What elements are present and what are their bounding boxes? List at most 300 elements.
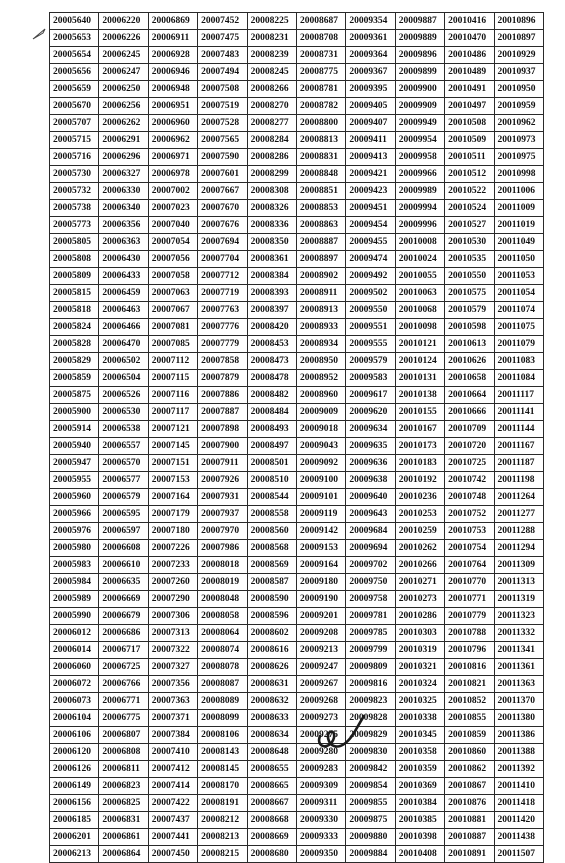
roll-number-cell: 20008266	[247, 81, 296, 98]
roll-number-cell: 20010398	[395, 829, 444, 846]
roll-number-cell: 20007063	[148, 285, 197, 302]
roll-number-cell: 20008245	[247, 64, 296, 81]
roll-number-cell: 20008813	[296, 132, 345, 149]
roll-number-cell: 20005955	[50, 472, 99, 489]
roll-number-cell: 20010816	[445, 659, 494, 676]
roll-number-cell: 20009208	[296, 625, 345, 642]
roll-number-cell: 20007879	[198, 370, 247, 387]
roll-number-cell: 20010324	[395, 676, 444, 693]
roll-number-cell: 20006978	[148, 166, 197, 183]
roll-number-cell: 20008680	[247, 846, 296, 863]
roll-number-cell: 20010748	[445, 489, 494, 506]
roll-number-cell: 20008633	[247, 710, 296, 727]
roll-number-cell: 20011319	[494, 591, 543, 608]
roll-number-cell: 20010491	[445, 81, 494, 98]
roll-number-cell: 20009758	[346, 591, 395, 608]
table-row	[50, 268, 544, 285]
roll-number-cell: 20007121	[148, 421, 197, 438]
roll-number-cell: 20010658	[445, 370, 494, 387]
roll-number-cell: 20010173	[395, 438, 444, 455]
roll-number-cell: 20006226	[99, 30, 148, 47]
roll-number-cell: 20009829	[346, 727, 395, 744]
roll-number-cell: 20008501	[247, 455, 296, 472]
roll-number-cell: 20008018	[198, 557, 247, 574]
roll-number-cell: 20007153	[148, 472, 197, 489]
roll-number-cell: 20010598	[445, 319, 494, 336]
roll-number-cell: 20010063	[395, 285, 444, 302]
roll-number-cell: 20010470	[445, 30, 494, 47]
roll-number-cell: 20010522	[445, 183, 494, 200]
roll-number-cell: 20011388	[494, 744, 543, 761]
roll-number-cell: 20009640	[346, 489, 395, 506]
roll-number-cell: 20011361	[494, 659, 543, 676]
roll-number-cell: 20010891	[445, 846, 494, 863]
roll-number-cell: 20006557	[99, 438, 148, 455]
roll-number-cell: 20006106	[50, 727, 99, 744]
roll-number-cell: 20009620	[346, 404, 395, 421]
roll-number-cell: 20010725	[445, 455, 494, 472]
roll-number-cell: 20010273	[395, 591, 444, 608]
roll-number-cell: 20006948	[148, 81, 197, 98]
roll-number-cell: 20010192	[395, 472, 444, 489]
roll-number-cell: 20011418	[494, 795, 543, 812]
roll-number-cell: 20007590	[198, 149, 247, 166]
roll-number-cell: 20008484	[247, 404, 296, 421]
roll-number-cell: 20010262	[395, 540, 444, 557]
roll-number-cell: 20010259	[395, 523, 444, 540]
roll-number-cell: 20011083	[494, 353, 543, 370]
roll-number-cell: 20005900	[50, 404, 99, 421]
roll-number-cell: 20010068	[395, 302, 444, 319]
roll-number-cell: 20006466	[99, 319, 148, 336]
roll-number-cell: 20009451	[346, 200, 395, 217]
roll-number-cell: 20009153	[296, 540, 345, 557]
roll-number-cell: 20007926	[198, 472, 247, 489]
roll-number-cell: 20009896	[395, 47, 444, 64]
roll-number-cell: 20009361	[346, 30, 395, 47]
roll-number-cell: 20009966	[395, 166, 444, 183]
roll-number-cell: 20008950	[296, 353, 345, 370]
roll-number-cell: 20007437	[148, 812, 197, 829]
table-row	[50, 404, 544, 421]
roll-number-cell: 20006962	[148, 132, 197, 149]
table-row	[50, 574, 544, 591]
roll-number-cell: 20008800	[296, 115, 345, 132]
roll-number-cell: 20008631	[247, 676, 296, 693]
roll-number-cell: 20010512	[445, 166, 494, 183]
roll-number-cell: 20008420	[247, 319, 296, 336]
roll-number-cell: 20009785	[346, 625, 395, 642]
roll-number-cell: 20007145	[148, 438, 197, 455]
roll-number-cell: 20006766	[99, 676, 148, 693]
table-row	[50, 115, 544, 132]
roll-number-cell: 20008453	[247, 336, 296, 353]
roll-number-cell: 20009909	[395, 98, 444, 115]
roll-number-cell: 20009887	[395, 13, 444, 30]
roll-number-cell: 20008099	[198, 710, 247, 727]
table-row	[50, 506, 544, 523]
roll-number-cell: 20009643	[346, 506, 395, 523]
table-row	[50, 727, 544, 744]
roll-number-cell: 20011141	[494, 404, 543, 421]
roll-number-cell: 20007081	[148, 319, 197, 336]
roll-number-cell: 20011277	[494, 506, 543, 523]
roll-number-cell: 20005732	[50, 183, 99, 200]
roll-number-cell: 20009823	[346, 693, 395, 710]
roll-number-cell: 20007441	[148, 829, 197, 846]
roll-number-cell: 20009694	[346, 540, 395, 557]
roll-number-cell: 20008299	[247, 166, 296, 183]
table-row	[50, 795, 544, 812]
table-row	[50, 659, 544, 676]
roll-number-cell: 20009502	[346, 285, 395, 302]
roll-number-cell: 20011294	[494, 540, 543, 557]
roll-number-cell: 20009413	[346, 149, 395, 166]
roll-number-cell: 20009180	[296, 574, 345, 591]
roll-number-cell: 20007887	[198, 404, 247, 421]
roll-number-cell: 20008781	[296, 81, 345, 98]
table-row	[50, 387, 544, 404]
roll-number-cell: 20010788	[445, 625, 494, 642]
roll-number-cell: 20008286	[247, 149, 296, 166]
table-row	[50, 489, 544, 506]
roll-number-cell: 20010338	[395, 710, 444, 727]
roll-number-cell: 20010509	[445, 132, 494, 149]
roll-number-cell: 20009855	[346, 795, 395, 812]
roll-number-cell: 20008558	[247, 506, 296, 523]
roll-number-cell: 20005980	[50, 540, 99, 557]
roll-number-cell: 20011313	[494, 574, 543, 591]
table-row	[50, 234, 544, 251]
roll-number-cell: 20010358	[395, 744, 444, 761]
roll-number-cell: 20006635	[99, 574, 148, 591]
roll-number-cell: 20006811	[99, 761, 148, 778]
table-row	[50, 302, 544, 319]
roll-number-cell: 20007776	[198, 319, 247, 336]
roll-number-cell: 20009268	[296, 693, 345, 710]
table-row	[50, 523, 544, 540]
roll-number-cell: 20008270	[247, 98, 296, 115]
roll-number-cell: 20010867	[445, 778, 494, 795]
roll-number-cell: 20010524	[445, 200, 494, 217]
roll-number-cell: 20006072	[50, 676, 99, 693]
roll-number-cell: 20008569	[247, 557, 296, 574]
roll-number-cell: 20010709	[445, 421, 494, 438]
roll-number-cell: 20006220	[99, 13, 148, 30]
roll-number-table-body	[50, 13, 544, 863]
table-row	[50, 336, 544, 353]
roll-number-cell: 20005960	[50, 489, 99, 506]
roll-number-cell: 20005984	[50, 574, 99, 591]
roll-number-cell: 20009954	[395, 132, 444, 149]
roll-number-cell: 20010896	[494, 13, 543, 30]
roll-number-cell: 20008106	[198, 727, 247, 744]
roll-number-cell: 20010550	[445, 268, 494, 285]
roll-number-cell: 20009309	[296, 778, 345, 795]
roll-number-cell: 20009958	[395, 149, 444, 166]
roll-number-cell: 20010319	[395, 642, 444, 659]
roll-number-cell: 20006356	[99, 217, 148, 234]
roll-number-cell: 20008393	[247, 285, 296, 302]
roll-number-cell: 20010860	[445, 744, 494, 761]
roll-number-cell: 20007450	[148, 846, 197, 863]
roll-number-cell: 20009142	[296, 523, 345, 540]
roll-number-cell: 20007054	[148, 234, 197, 251]
roll-number-cell: 20010155	[395, 404, 444, 421]
table-row	[50, 812, 544, 829]
roll-number-cell: 20007179	[148, 506, 197, 523]
roll-number-cell: 20007565	[198, 132, 247, 149]
table-row	[50, 778, 544, 795]
roll-number-cell: 20005976	[50, 523, 99, 540]
roll-number-cell: 20008782	[296, 98, 345, 115]
roll-number-cell: 20010855	[445, 710, 494, 727]
roll-number-cell: 20010998	[494, 166, 543, 183]
roll-number-cell: 20008497	[247, 438, 296, 455]
roll-number-cell: 20006831	[99, 812, 148, 829]
roll-number-cell: 20007085	[148, 336, 197, 353]
roll-number-cell: 20008058	[198, 608, 247, 625]
roll-number-cell: 20005824	[50, 319, 99, 336]
roll-number-cell: 20010416	[445, 13, 494, 30]
table-row	[50, 846, 544, 863]
roll-number-cell: 20007712	[198, 268, 247, 285]
table-row	[50, 47, 544, 64]
roll-number-cell: 20006717	[99, 642, 148, 659]
roll-number-cell: 20007384	[148, 727, 197, 744]
roll-number-cell: 20006430	[99, 251, 148, 268]
roll-number-cell: 20008632	[247, 693, 296, 710]
roll-number-cell: 20007937	[198, 506, 247, 523]
roll-number-cell: 20010167	[395, 421, 444, 438]
roll-number-cell: 20005656	[50, 64, 99, 81]
roll-number-cell: 20005773	[50, 217, 99, 234]
roll-number-cell: 20008089	[198, 693, 247, 710]
roll-number-cell: 20008473	[247, 353, 296, 370]
roll-number-cell: 20011019	[494, 217, 543, 234]
roll-number-cell: 20006864	[99, 846, 148, 863]
roll-number-cell: 20010124	[395, 353, 444, 370]
table-row	[50, 693, 544, 710]
roll-number-cell: 20008708	[296, 30, 345, 47]
roll-number-cell: 20007519	[198, 98, 247, 115]
roll-number-cell: 20010613	[445, 336, 494, 353]
roll-number-cell: 20009454	[346, 217, 395, 234]
roll-number-cell: 20006256	[99, 98, 148, 115]
roll-number-cell: 20008568	[247, 540, 296, 557]
roll-number-cell: 20011507	[494, 846, 543, 863]
roll-number-cell: 20009119	[296, 506, 345, 523]
roll-number-cell: 20007704	[198, 251, 247, 268]
roll-number-cell: 20005829	[50, 353, 99, 370]
roll-number-cell: 20011380	[494, 710, 543, 727]
table-row	[50, 370, 544, 387]
roll-number-cell: 20007422	[148, 795, 197, 812]
roll-number-cell: 20007483	[198, 47, 247, 64]
roll-number-cell: 20010753	[445, 523, 494, 540]
roll-number-cell: 20006771	[99, 693, 148, 710]
roll-number-cell: 20006579	[99, 489, 148, 506]
roll-number-cell: 20010369	[395, 778, 444, 795]
roll-number-cell: 20008361	[247, 251, 296, 268]
roll-number-cell: 20008626	[247, 659, 296, 676]
roll-number-cell: 20009583	[346, 370, 395, 387]
roll-number-cell: 20008960	[296, 387, 345, 404]
roll-number-cell: 20008831	[296, 149, 345, 166]
roll-number-cell: 20011049	[494, 234, 543, 251]
roll-number-cell: 20006149	[50, 778, 99, 795]
roll-number-cell: 20008225	[247, 13, 296, 30]
roll-number-cell: 20009311	[296, 795, 345, 812]
roll-number-cell: 20007371	[148, 710, 197, 727]
roll-number-cell: 20005653	[50, 30, 99, 47]
roll-number-cell: 20011075	[494, 319, 543, 336]
roll-number-cell: 20007115	[148, 370, 197, 387]
roll-number-cell: 20008544	[247, 489, 296, 506]
roll-number-cell: 20009018	[296, 421, 345, 438]
roll-number-cell: 20009702	[346, 557, 395, 574]
roll-number-cell: 20008493	[247, 421, 296, 438]
roll-number-cell: 20011050	[494, 251, 543, 268]
roll-number-cell: 20009354	[346, 13, 395, 30]
roll-number-cell: 20009809	[346, 659, 395, 676]
roll-number-cell: 20006960	[148, 115, 197, 132]
roll-number-cell: 20005947	[50, 455, 99, 472]
roll-number-cell: 20008213	[198, 829, 247, 846]
roll-number-cell: 20009190	[296, 591, 345, 608]
roll-number-cell: 20010408	[395, 846, 444, 863]
roll-number-cell: 20007322	[148, 642, 197, 659]
roll-number-cell: 20007116	[148, 387, 197, 404]
roll-number-cell: 20009275	[296, 727, 345, 744]
roll-number-cell: 20006247	[99, 64, 148, 81]
roll-number-cell: 20009267	[296, 676, 345, 693]
table-row	[50, 829, 544, 846]
roll-number-cell: 20008170	[198, 778, 247, 795]
roll-number-cell: 20007040	[148, 217, 197, 234]
roll-number-cell: 20006060	[50, 659, 99, 676]
roll-number-cell: 20008911	[296, 285, 345, 302]
roll-number-cell: 20005805	[50, 234, 99, 251]
roll-number-cell: 20008560	[247, 523, 296, 540]
roll-number-cell: 20005914	[50, 421, 99, 438]
roll-number-cell: 20010508	[445, 115, 494, 132]
roll-number-cell: 20011363	[494, 676, 543, 693]
roll-number-cell: 20011386	[494, 727, 543, 744]
roll-number-cell: 20008853	[296, 200, 345, 217]
roll-number-cell: 20005659	[50, 81, 99, 98]
roll-number-cell: 20005815	[50, 285, 99, 302]
roll-number-cell: 20007670	[198, 200, 247, 217]
roll-number-cell: 20006330	[99, 183, 148, 200]
roll-number-cell: 20007151	[148, 455, 197, 472]
roll-number-cell: 20009996	[395, 217, 444, 234]
roll-number-cell: 20008336	[247, 217, 296, 234]
roll-number-cell: 20006012	[50, 625, 99, 642]
table-row	[50, 217, 544, 234]
roll-number-cell: 20007233	[148, 557, 197, 574]
roll-number-cell: 20005730	[50, 166, 99, 183]
roll-number-cell: 20008191	[198, 795, 247, 812]
roll-number-cell: 20008308	[247, 183, 296, 200]
roll-number-cell: 20006459	[99, 285, 148, 302]
roll-number-cell: 20010754	[445, 540, 494, 557]
table-row	[50, 81, 544, 98]
roll-number-cell: 20011392	[494, 761, 543, 778]
roll-number-cell: 20007898	[198, 421, 247, 438]
roll-number-cell: 20007508	[198, 81, 247, 98]
roll-number-cell: 20008913	[296, 302, 345, 319]
table-row	[50, 557, 544, 574]
roll-number-cell: 20009830	[346, 744, 395, 761]
roll-number-cell: 20008064	[198, 625, 247, 642]
roll-number-cell: 20008074	[198, 642, 247, 659]
roll-number-cell: 20008326	[247, 200, 296, 217]
roll-number-cell: 20009854	[346, 778, 395, 795]
roll-number-cell: 20009411	[346, 132, 395, 149]
roll-number-cell: 20007414	[148, 778, 197, 795]
roll-number-cell: 20007180	[148, 523, 197, 540]
roll-number-cell: 20010271	[395, 574, 444, 591]
roll-number-cell: 20007058	[148, 268, 197, 285]
roll-number-cell: 20008384	[247, 268, 296, 285]
roll-number-cell: 20006463	[99, 302, 148, 319]
roll-number-cell: 20005983	[50, 557, 99, 574]
roll-number-cell: 20009550	[346, 302, 395, 319]
roll-number-cell: 20009949	[395, 115, 444, 132]
roll-number-cell: 20010286	[395, 608, 444, 625]
table-row	[50, 64, 544, 81]
roll-number-cell: 20009635	[346, 438, 395, 455]
roll-number-cell: 20008284	[247, 132, 296, 149]
table-row	[50, 625, 544, 642]
table-row	[50, 744, 544, 761]
roll-number-cell: 20010575	[445, 285, 494, 302]
roll-number-cell: 20006807	[99, 727, 148, 744]
roll-number-cell: 20008145	[198, 761, 247, 778]
roll-number-cell: 20009009	[296, 404, 345, 421]
roll-number-cell: 20009474	[346, 251, 395, 268]
roll-number-cell: 20011410	[494, 778, 543, 795]
roll-number-table	[49, 12, 544, 863]
roll-number-cell: 20009781	[346, 608, 395, 625]
roll-number-cell: 20010664	[445, 387, 494, 404]
roll-number-cell: 20008851	[296, 183, 345, 200]
roll-number-cell: 20009367	[346, 64, 395, 81]
roll-number-cell: 20006433	[99, 268, 148, 285]
roll-number-cell: 20006363	[99, 234, 148, 251]
roll-number-cell: 20007667	[198, 183, 247, 200]
roll-number-cell: 20008143	[198, 744, 247, 761]
table-row	[50, 319, 544, 336]
roll-number-cell: 20011167	[494, 438, 543, 455]
roll-number-cell: 20010024	[395, 251, 444, 268]
roll-number-cell: 20006538	[99, 421, 148, 438]
roll-number-cell: 20006073	[50, 693, 99, 710]
roll-number-cell: 20010321	[395, 659, 444, 676]
roll-number-cell: 20009333	[296, 829, 345, 846]
roll-number-cell: 20011420	[494, 812, 543, 829]
roll-number-cell: 20008212	[198, 812, 247, 829]
roll-number-cell: 20006291	[99, 132, 148, 149]
roll-number-cell: 20008478	[247, 370, 296, 387]
roll-number-cell: 20009636	[346, 455, 395, 472]
roll-number-cell: 20006126	[50, 761, 99, 778]
roll-number-cell: 20005640	[50, 13, 99, 30]
roll-number-cell: 20007452	[198, 13, 247, 30]
roll-number-cell: 20009043	[296, 438, 345, 455]
roll-number-cell: 20008655	[247, 761, 296, 778]
